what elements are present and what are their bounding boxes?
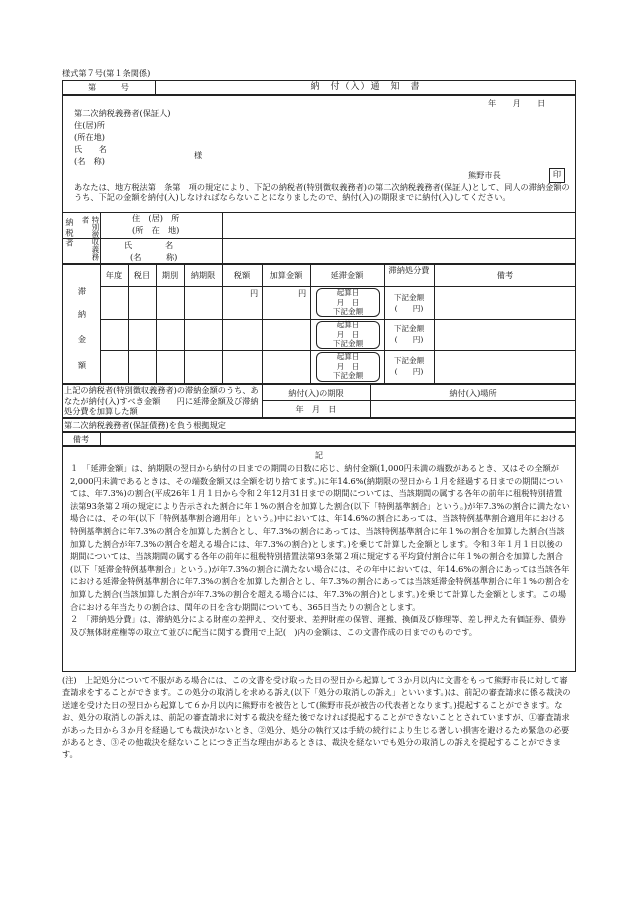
row3-delinquency: 起算日 月 日 下記金額 [332, 352, 364, 380]
col-tax-item: 税目 [133, 270, 151, 280]
seal-mark: 印 [549, 168, 565, 183]
col-period: 期別 [161, 270, 179, 280]
taxpayer-address-label: 住 (居) 所 [132, 213, 180, 223]
col-additional: 加算金額 [269, 270, 303, 280]
arrears-side-4: 額 [77, 360, 87, 370]
taxpayer-side-label: 納税者 [65, 218, 75, 249]
issue-date: 年 月 日 [488, 98, 546, 108]
guarantor-title: 第二次納税義務者(保証人) [74, 108, 171, 118]
guarantor-name-label: 氏 名 [74, 144, 107, 154]
col-remarks: 備考 [496, 270, 514, 280]
honorific: 様 [194, 150, 203, 160]
guarantor-name-alt-label: (名 称) [74, 156, 105, 166]
arrears-side-1: 滞 [77, 286, 87, 296]
summary-text: 上記の納税者(特別徴収義務者)の滞納金額のうち、あなたが納付(入)すべき金額 円に延滞金額及び滞納処分費を加算した額 [64, 385, 259, 416]
col-tax-amount: 税額 [233, 270, 251, 280]
col-delinquency: 延滞金額 [330, 270, 364, 280]
deadline-label: 納付(入)の期限 [288, 388, 344, 398]
remarks-label: 備考 [72, 434, 90, 444]
col-deadline: 納期限 [190, 270, 216, 280]
guarantor-address-label: 住(居)所 [74, 120, 105, 130]
deadline-value: 年 月 日 [295, 404, 337, 414]
row1-disposition: 下記金額 ( 円) [393, 293, 425, 313]
row2-delinquency: 起算日 月 日 下記金額 [332, 320, 364, 348]
col-disposition-fee: 滞納処分費 [388, 265, 430, 275]
document-title: 納 付（入）通 知 書 [310, 82, 421, 92]
payment-place-label: 納付(入)場所 [449, 388, 497, 398]
yen-unit-1: 円 [250, 288, 259, 298]
row1-delinquency: 起算日 月 日 下記金額 [332, 288, 364, 316]
collector-side-label: 特別徴収義務者 [81, 216, 100, 261]
yen-unit-2: 円 [298, 288, 307, 298]
taxpayer-name-alt-label: (名 称) [130, 252, 178, 262]
issuer-name: 熊野市長 [468, 170, 501, 180]
row2-disposition: 下記金額 ( 円) [393, 324, 425, 344]
taxpayer-location-label: (所 在 地) [132, 225, 180, 235]
row3-disposition: 下記金額 ( 円) [393, 356, 425, 376]
taxpayer-name-label: 氏 名 [124, 240, 174, 250]
footnote: (注) 上記処分について不服がある場合には、この文書を受け取った日の翌日から起算して３か月以内に文書をもって熊野市長に対して審査請求をすることができます。この処分の取消しを求める訴え(以下「処分の取消しの訴え」といいます。)は、前記の審査請求に係る裁決の送達を受けた日の翌日から起算して６か月以内に熊野市を被告として(熊野市長が被告の代表者となります。)提起することができます。なお、処分の取消しの訴えは、前記の審査請求に対する裁決を経た後でなければ提起することができないこととされていますが、①審査請求があった日から３か月を経過しても裁決がないとき、②処分、処分の執行又は手続の続行により生じる著しい損害を避けるため緊急の必要があるとき、③その他裁決を経ないことにつき正当な理由があるときは、裁決を経ないでも処分の取消しの訴えを提起することができます。 [62, 675, 571, 760]
form-label: 様式第７号(第１条関係) [62, 68, 151, 78]
basis-label: 第二次納税義務者(保証債務)を負う根拠規定 [64, 420, 226, 430]
col-year: 年度 [105, 270, 123, 280]
number-label: 第 号 [88, 82, 129, 92]
notes-body [70, 462, 570, 638]
note-1: １ 「延滞金額」は、納期限の翌日から納付の日までの期間の日数に応じ、納付金額(1,000円未満の端数があるとき、又はその全額が2,000円未満であるときは、その端数金額又は全額を切り捨てます。)に年14.6%(納期限の翌日から１月を経過する日までの期間については、年7.3%)の割合(平成26年１月１日から令和２年12月31日までの期間については、当該期間の属する各年の前年に租税特別措置法第93条第２項の規定により告示された割合に年１%の割合を加算した割合(以下「特例基準割合」という。)が年7.3%の割合に満たない場合には、その年(以下「特例基準割合適用年」という。)中においては、年14.6%の割合にあっては、当該特例基準割合適用年における特例基準割合に年7.3%の割合を加算した割合とし、年7.3%の割合にあっては、当該特例基準割合に年１%の割合を加算した割合(当該加算した割合が年7.3%の割合を超える場合には、年7.3%の割合)とします。)を乗じて計算した金額とします。令和３年１月１日以後の期間については、当該期間の属する各年の前年に租税特別措置法第93条第２項に規定する平均貸付割合に年１%の割合を加算した割合(以下「延滞金特例基準割合」という。)が年7.3%の割合に満たない場合には、その年中においては、年14.6%の割合にあっては当該各年における延滞金特例基準割合に年7.3%の割合を加算した割合とし、年7.3%の割合にあっては当該延滞金特例基準割合に年１%の割合を加算した割合(当該加算した割合が年7.3%の割合を超える場合には、年7.3%の割合)とします。)を乗じて計算した金額とします。この場合における年当たりの割合は、閏年の日を含む期間についても、365日当たりの割合とします。 [70, 463, 570, 612]
guarantor-location-label: (所在地) [74, 132, 105, 142]
remarks-row [62, 432, 576, 446]
arrears-side-2: 納 [77, 309, 87, 319]
notes-title: 記 [314, 450, 324, 460]
intro-text: あなたは、地方税法第 条第 項の規定により、下記の納税者(特別徴収義務者)の第二次納税義務者(保証人)として、同人の滞納金額のうち、下記の金額を納付(入)しなければならないことになりましたので、納付(入)の期限までに納付(入)してください。 [74, 182, 570, 203]
note-2: ２ 「滞納処分費」は、滞納処分による財産の差押え、交付要求、差押財産の保管、運搬、換価及び修理等、差し押えた有価証券、債券及び無体財産権等の取立て並びに配当に関する費用で上記( )内の金額は、この文書作成の日までのものです。 [70, 614, 566, 637]
arrears-side-3: 金 [77, 334, 87, 344]
